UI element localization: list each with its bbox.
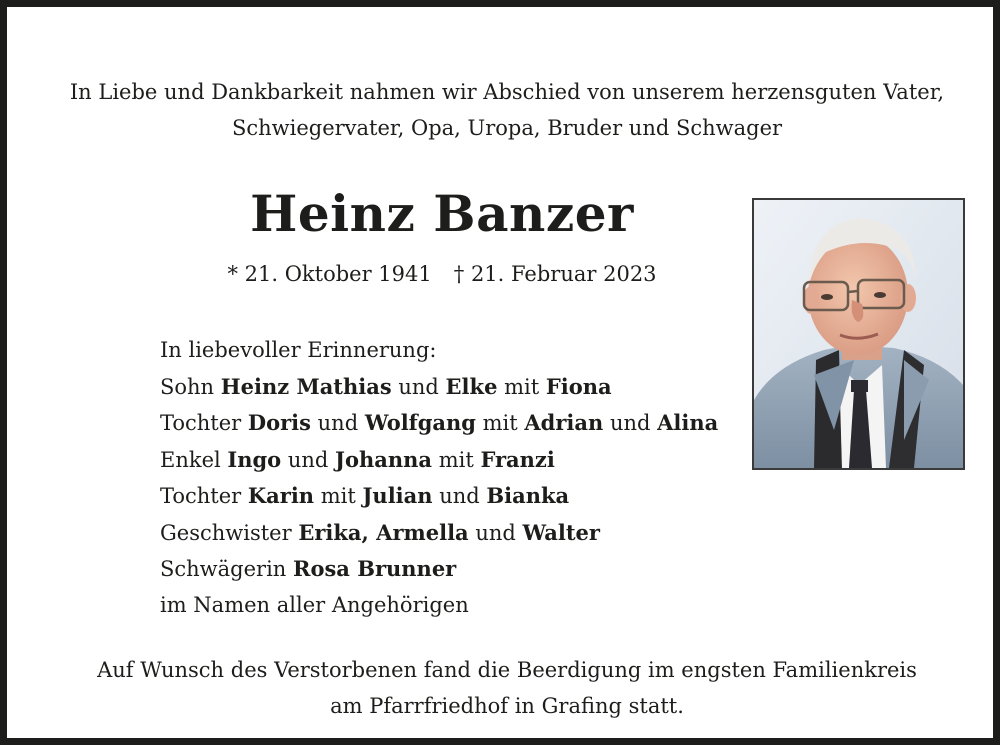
mourner-name: Walter	[522, 519, 600, 545]
mourner-name: Elke	[445, 373, 498, 399]
mourners-list	[160, 333, 718, 623]
mourner-name: Rosa Brunner	[293, 556, 457, 581]
mourner-text: Tochter	[160, 411, 248, 435]
death-date: † 21. Februar 2023	[453, 262, 657, 286]
mourner-text: und	[281, 447, 336, 472]
mourner-text: mit	[497, 374, 546, 399]
closing-line-2: am Pfarrfriedhof in Grafing statt.	[330, 694, 684, 718]
mourner-text: Tochter	[160, 484, 248, 508]
mourner-text: im Namen aller Angehörigen	[160, 592, 469, 617]
mourner-name: Franzi	[480, 446, 555, 472]
mourner-text: und	[310, 411, 365, 435]
mourner-name: Erika, Armella	[298, 519, 469, 545]
mourner-text: und	[603, 411, 658, 435]
mourner-name: Fiona	[545, 373, 612, 399]
mourner-name: Johanna	[335, 446, 433, 472]
mourner-text: und	[391, 374, 446, 399]
mourner-name: Bianka	[486, 483, 570, 508]
life-dates	[157, 259, 727, 289]
deceased-name: Heinz Banzer	[250, 184, 634, 243]
mourner-line	[160, 442, 718, 479]
intro-line-1: In Liebe und Dankbarkeit nahmen wir Abschied von unserem herzensguten Vater,	[69, 80, 945, 104]
birth-date: * 21. Oktober 1941	[227, 262, 432, 286]
closing-text	[47, 652, 967, 724]
closing-line-1: Auf Wunsch des Verstorbenen fand die Beerdigung im engsten Familienkreis	[97, 658, 917, 682]
mourner-text: und	[468, 520, 523, 545]
mourner-name: Ingo	[227, 446, 282, 472]
mourner-text: mit	[475, 411, 525, 435]
mourner-line	[160, 369, 718, 406]
portrait-image	[754, 200, 963, 468]
mourner-line	[160, 551, 718, 588]
mourner-text: Sohn	[160, 374, 221, 399]
mourner-line	[160, 478, 718, 515]
intro-line-2: Schwiegervater, Opa, Uropa, Bruder und Schwager	[231, 116, 783, 140]
mourner-line	[160, 515, 718, 552]
mourner-name: Heinz Mathias	[220, 373, 392, 399]
mourner-name: Julian	[362, 483, 433, 508]
mourner-line	[160, 405, 718, 442]
mourner-text: mit	[314, 484, 363, 508]
mourner-line	[160, 588, 718, 624]
mourner-text: und	[432, 484, 487, 508]
mourner-name: Adrian	[524, 410, 604, 435]
mourner-text: mit	[432, 447, 481, 472]
portrait-photo	[752, 198, 965, 470]
mourner-text: Geschwister	[160, 520, 299, 545]
mourner-text: Enkel	[160, 447, 228, 472]
mourners-heading: In liebevoller Erinnerung:	[160, 338, 437, 362]
intro-text	[47, 74, 967, 146]
mourner-name: Wolfgang	[364, 410, 476, 435]
mourner-text: Schwägerin	[160, 557, 293, 581]
mourner-name: Karin	[247, 483, 315, 508]
mourner-name: Doris	[247, 410, 311, 435]
mourner-name: Alina	[657, 410, 719, 435]
mourner-lines	[160, 369, 718, 624]
